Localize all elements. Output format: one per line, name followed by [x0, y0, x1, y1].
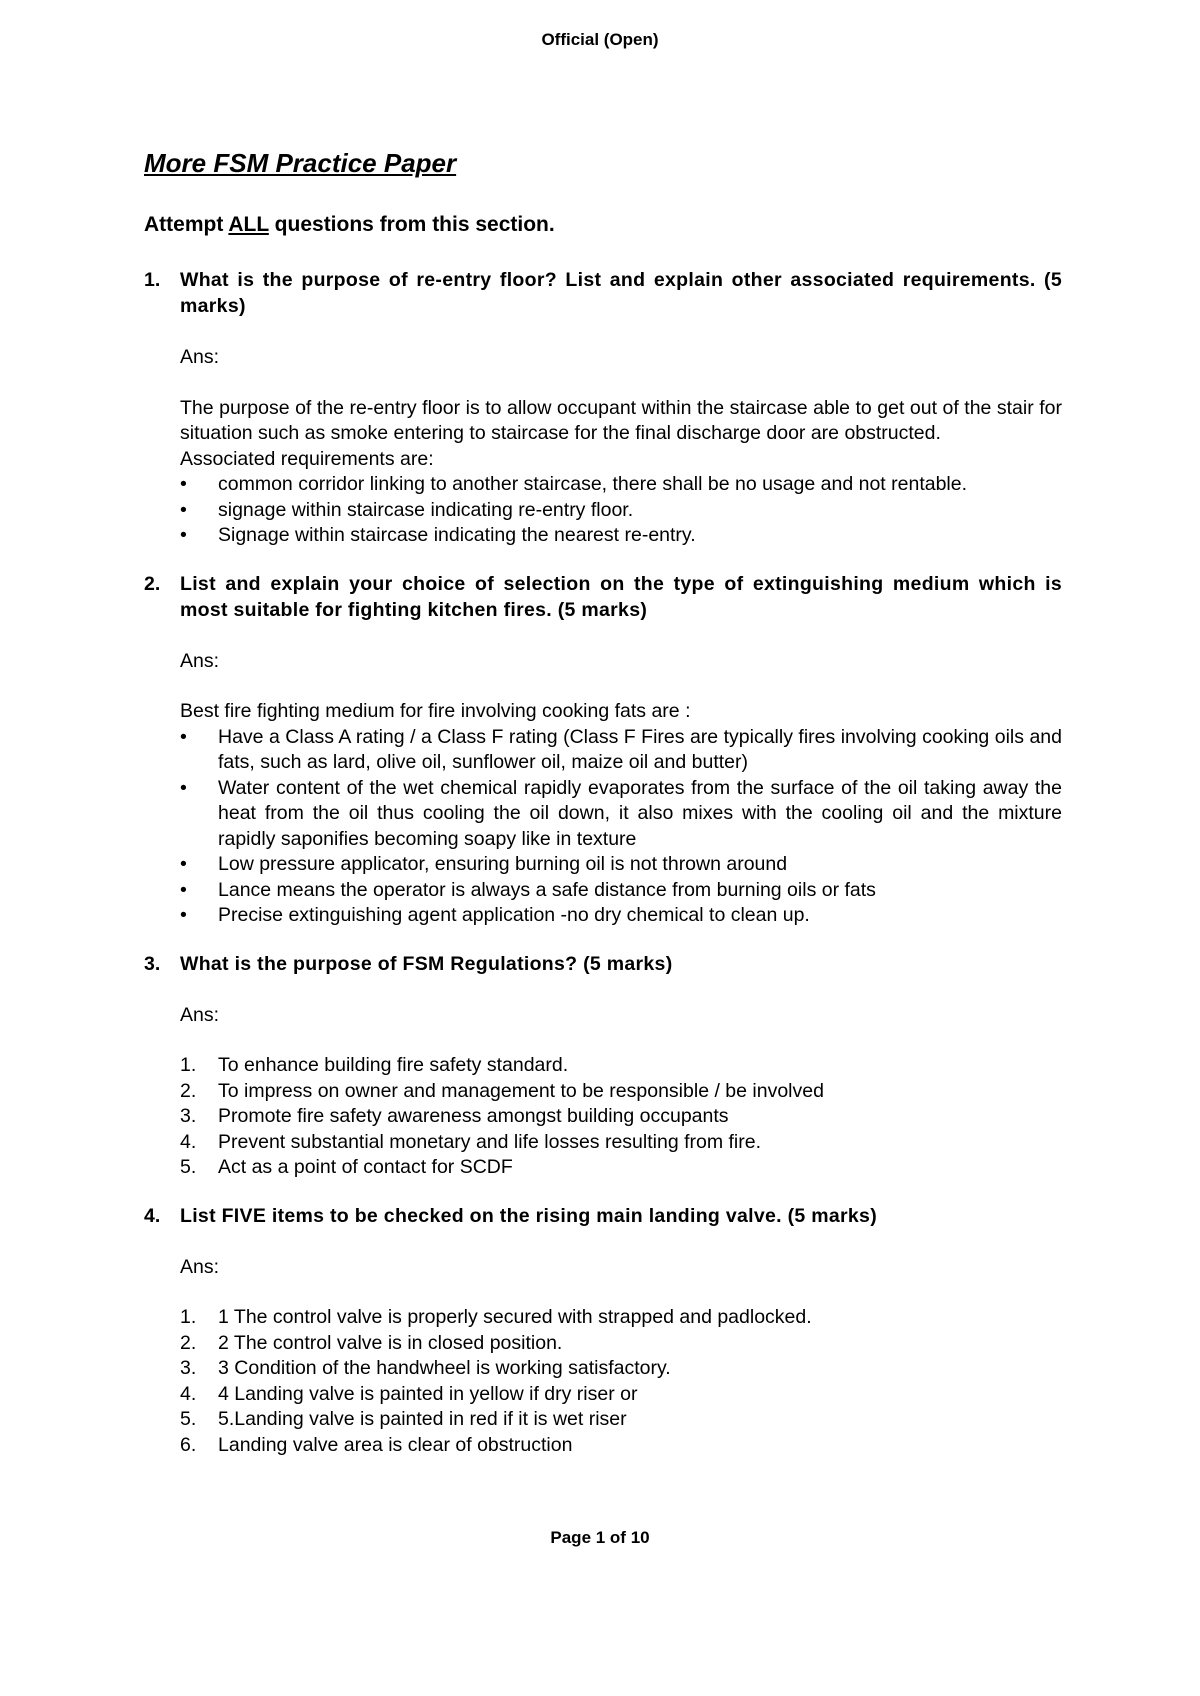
- answer-1: [180, 345, 1062, 549]
- question-2: [144, 571, 1062, 929]
- question-4-heading: [144, 1203, 1062, 1229]
- list-item-text: To enhance building fire safety standard.: [218, 1054, 569, 1076]
- list-item: [180, 472, 1062, 498]
- list-item-text: 1 The control valve is properly secured with strapped and padlocked.: [218, 1306, 812, 1328]
- list-number: 4.: [180, 1382, 197, 1405]
- list-item-text: common corridor linking to another staircase, there shall be no usage and not rentable.: [218, 473, 968, 495]
- list-number: 5.: [180, 1408, 197, 1430]
- list-item-text: Landing valve area is clear of obstruction: [218, 1433, 573, 1456]
- list-item-text: Prevent substantial monetary and life losses resulting from fire.: [218, 1130, 762, 1153]
- list-item: [180, 878, 1062, 904]
- question-2-heading: [144, 571, 1062, 623]
- list-number: 6.: [180, 1433, 197, 1456]
- list-item-text: 3 Condition of the handwheel is working satisfactory.: [218, 1357, 671, 1379]
- list-item: [180, 1104, 1062, 1130]
- list-number: 3.: [180, 1105, 197, 1127]
- question-1-heading: [144, 267, 1062, 319]
- instruction-prefix: Attempt: [144, 213, 229, 236]
- list-item-text: 2 The control valve is in closed position.: [218, 1331, 563, 1354]
- question-1: [144, 267, 1062, 549]
- question-1-text: What is the purpose of re-entry floor? List and explain other associated requirements. (5 marks): [180, 269, 1062, 317]
- answer-2-label: Ans:: [180, 649, 220, 672]
- bullet-marker: •: [180, 473, 187, 495]
- bullet-marker: •: [180, 498, 187, 521]
- question-4-text: List FIVE items to be checked on the rising main landing valve. (5 marks): [180, 1204, 878, 1227]
- list-item-text: signage within staircase indicating re-entry floor.: [218, 498, 634, 521]
- list-number: 2.: [180, 1079, 197, 1102]
- list-number: 1.: [180, 1054, 197, 1076]
- answer-2-paragraph: Best fire fighting medium for fire involving cooking fats are :: [180, 700, 691, 722]
- question-2-number: 2.: [144, 572, 161, 595]
- list-number: 2.: [180, 1331, 197, 1354]
- document-title: More FSM Practice Paper: [144, 148, 457, 178]
- bullet-marker: •: [180, 524, 187, 546]
- classification-header: Official (Open): [541, 30, 659, 49]
- question-3-number: 3.: [144, 952, 161, 975]
- list-item-text: 4 Landing valve is painted in yellow if dry riser or: [218, 1382, 638, 1405]
- list-item: [180, 1305, 1062, 1331]
- answer-3-label: Ans:: [180, 1003, 220, 1026]
- question-4: [144, 1203, 1062, 1459]
- list-item: [180, 776, 1062, 853]
- question-1-number: 1.: [144, 269, 161, 291]
- page-number-footer: Page 1 of 10: [550, 1528, 650, 1547]
- list-item: [180, 1407, 1062, 1433]
- list-item-text: Act as a point of contact for SCDF: [218, 1156, 513, 1178]
- list-item: [180, 852, 1062, 878]
- list-item: [180, 1356, 1062, 1382]
- list-item: [180, 523, 1062, 549]
- list-item: [180, 498, 1062, 524]
- list-item: [180, 903, 1062, 929]
- list-item-text: Promote fire safety awareness amongst building occupants: [218, 1105, 729, 1127]
- section-instruction: [144, 212, 1062, 237]
- bullet-marker: •: [180, 853, 187, 875]
- list-item: [180, 1130, 1062, 1156]
- bullet-marker: •: [180, 878, 187, 901]
- list-item-text: Low pressure applicator, ensuring burning oil is not thrown around: [218, 853, 788, 875]
- bullet-marker: •: [180, 776, 187, 799]
- list-item-text: To impress on owner and management to be responsible / be involved: [218, 1079, 824, 1102]
- answer-4-label: Ans:: [180, 1255, 220, 1278]
- answer-3: [180, 1003, 1062, 1181]
- question-3: [144, 951, 1062, 1181]
- list-number: 3.: [180, 1357, 197, 1379]
- list-item-text: Have a Class A rating / a Class F rating (Class F Fires are typically fires involving cooking oils and fats, such as lard, olive oil, sunflower oil, maize oil and butter): [218, 725, 1062, 773]
- list-item-text: Signage within staircase indicating the nearest re-entry.: [218, 524, 696, 546]
- question-4-number: 4.: [144, 1204, 161, 1227]
- answer-4-numbered-list: [180, 1305, 1062, 1458]
- list-item: [180, 725, 1062, 776]
- answer-1-bullet-list: [180, 472, 1062, 549]
- answer-2-bullet-list: [180, 725, 1062, 929]
- list-item: [180, 1155, 1062, 1181]
- instruction-suffix: questions from this section.: [268, 213, 555, 236]
- question-3-text: What is the purpose of FSM Regulations? (5 marks): [180, 952, 673, 975]
- answer-1-requirements-intro: Associated requirements are:: [180, 447, 434, 470]
- list-number: 5.: [180, 1156, 197, 1178]
- list-item: [180, 1433, 1062, 1459]
- list-item: [180, 1053, 1062, 1079]
- list-item: [180, 1079, 1062, 1105]
- answer-4: [180, 1255, 1062, 1459]
- bullet-marker: •: [180, 725, 187, 748]
- bullet-marker: •: [180, 904, 187, 926]
- list-number: 1.: [180, 1306, 197, 1328]
- list-item-text: 5.Landing valve is painted in red if it is wet riser: [218, 1408, 627, 1430]
- answer-3-numbered-list: [180, 1053, 1062, 1181]
- document-content: [144, 148, 1062, 1480]
- question-3-heading: [144, 951, 1062, 977]
- list-item: [180, 1382, 1062, 1408]
- answer-2: [180, 649, 1062, 929]
- list-number: 4.: [180, 1130, 197, 1153]
- list-item-text: Water content of the wet chemical rapidly evaporates from the surface of the oil taking away the heat from the oil thus cooling the oil down, it also mixes with the cooling oil and the mixture rapidly saponifies becoming soapy like in texture: [218, 776, 1062, 850]
- answer-1-label: Ans:: [180, 346, 220, 368]
- list-item-text: Lance means the operator is always a safe distance from burning oils or fats: [218, 878, 876, 901]
- answer-1-paragraph: The purpose of the re-entry floor is to allow occupant within the staircase able to get out of the stair for situation such as smoke entering to staircase for the final discharge door are obstructed.: [180, 396, 1062, 444]
- instruction-emphasis: ALL: [228, 213, 269, 236]
- question-2-text: List and explain your choice of selection on the type of extinguishing medium which is most suitable for fighting kitchen fires. (5 marks): [180, 572, 1062, 621]
- list-item-text: Precise extinguishing agent application -no dry chemical to clean up.: [218, 904, 810, 926]
- list-item: [180, 1331, 1062, 1357]
